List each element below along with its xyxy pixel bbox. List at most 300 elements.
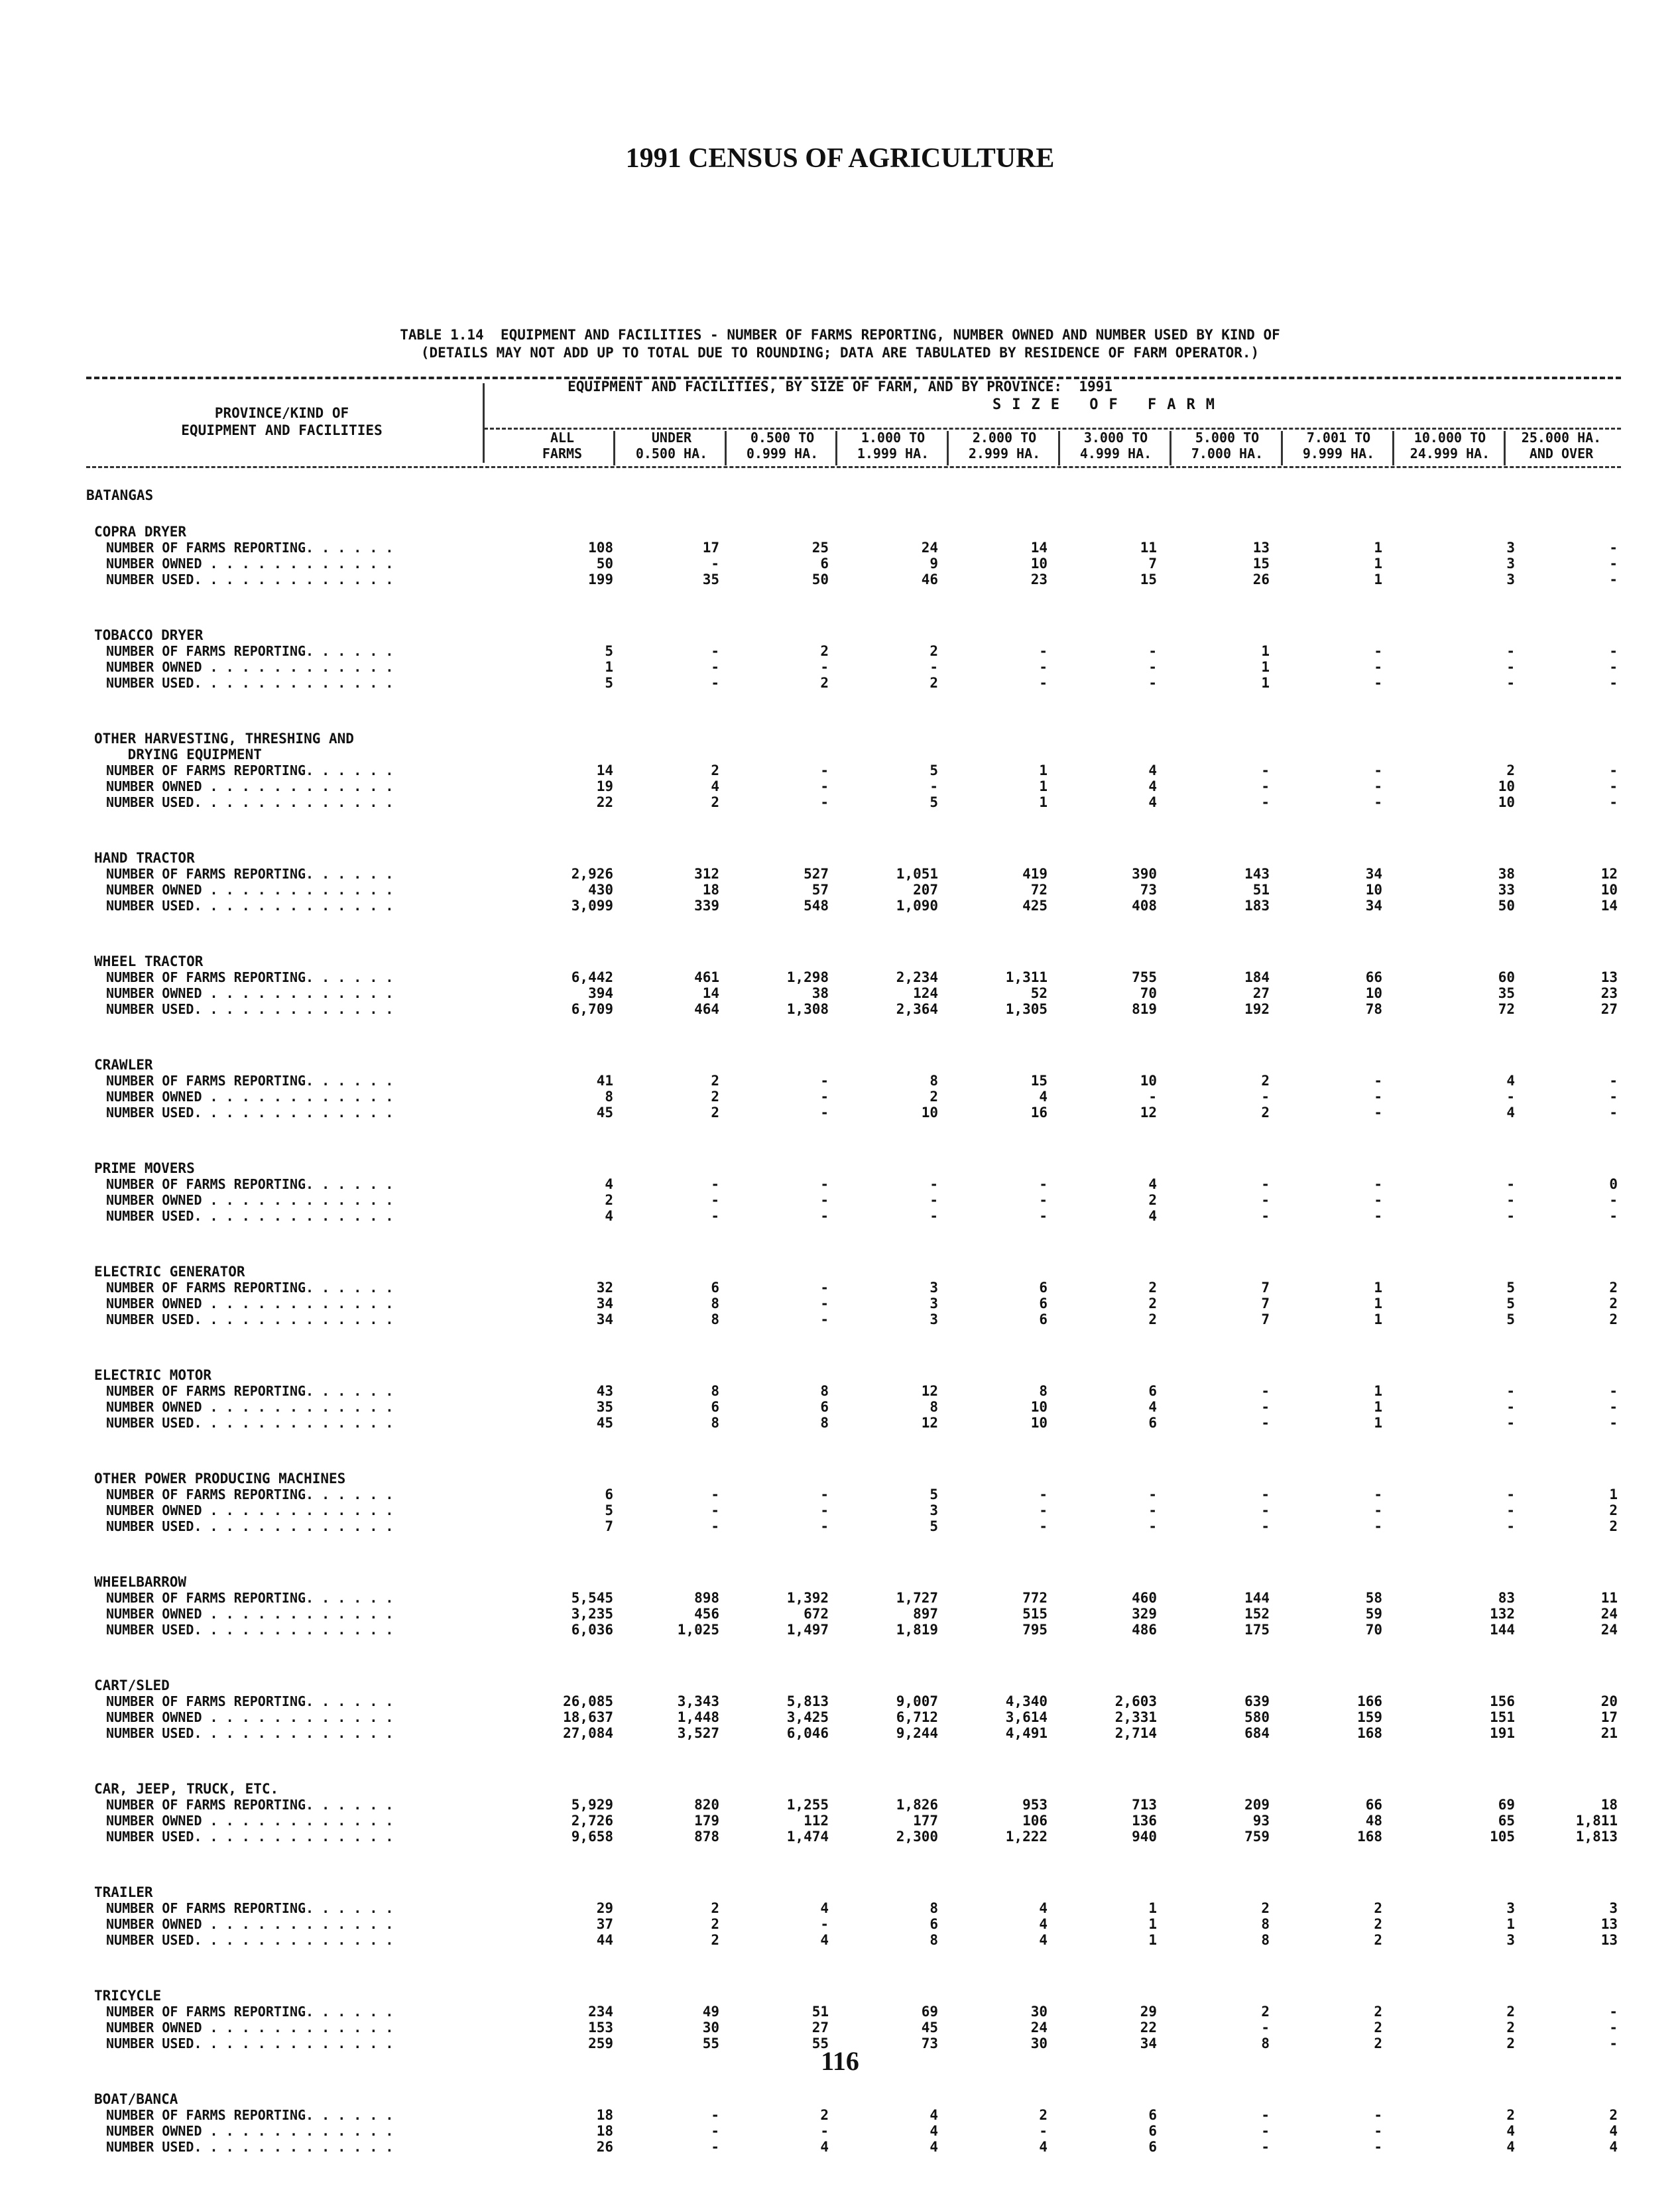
table-row [0, 1176, 1680, 1192]
province-name: BATANGAS [86, 487, 154, 503]
column-header-7: 7.001 TO 9.999 HA. [1302, 430, 1375, 461]
table-cell: 209 [1244, 1797, 1270, 1813]
table-cell: - [1374, 1105, 1382, 1121]
row-label: NUMBER OWNED . . . . . . . . . . . . [106, 659, 394, 675]
table-cell: - [820, 1192, 829, 1208]
table-cell: - [1609, 1383, 1618, 1399]
table-cell: 12 [1600, 866, 1618, 882]
table-cell: 32 [596, 1280, 613, 1296]
table-cell: 20 [1600, 1693, 1618, 1709]
table-cell: 6,709 [571, 1001, 613, 1017]
table-row [0, 2139, 1680, 2155]
table-cell: - [1039, 2123, 1048, 2139]
row-label: NUMBER OWNED . . . . . . . . . . . . [106, 1192, 394, 1208]
table-cell: 10 [1600, 882, 1618, 898]
table-cell: - [1148, 1487, 1157, 1502]
table-cell: - [820, 1280, 829, 1296]
table-cell: 175 [1244, 1622, 1270, 1638]
table-cell: 6 [1039, 1296, 1048, 1311]
table-cell: 7 [1148, 556, 1157, 572]
table-cell: 13 [1600, 1932, 1618, 1948]
table-cell: 4 [1039, 1089, 1048, 1105]
table-cell: - [820, 1518, 829, 1534]
table-cell: - [711, 1192, 719, 1208]
row-label: NUMBER USED. . . . . . . . . . . . . [106, 2036, 394, 2051]
table-cell: - [1374, 2139, 1382, 2155]
table-cell: - [820, 1208, 829, 1224]
table-cell: 34 [1365, 898, 1382, 914]
table-cell: 15 [1140, 572, 1157, 587]
table-cell: 4 [1506, 2139, 1515, 2155]
table-cell: - [1039, 1192, 1048, 1208]
table-cell: 18,637 [563, 1709, 613, 1725]
table-cell: 58 [1365, 1590, 1382, 1606]
table-cell: 192 [1244, 1001, 1270, 1017]
table-cell: 13 [1252, 540, 1270, 556]
row-label: NUMBER USED. . . . . . . . . . . . . [106, 1208, 394, 1224]
table-cell: 4 [930, 2107, 938, 2123]
table-cell: 2 [930, 643, 938, 659]
table-cell: - [1609, 1415, 1618, 1431]
table-row [0, 778, 1680, 794]
table-cell: 24 [1600, 1622, 1618, 1638]
table-cell: 3 [930, 1296, 938, 1311]
row-label: NUMBER OWNED . . . . . . . . . . . . [106, 1089, 394, 1105]
table-cell: 4 [1148, 1208, 1157, 1224]
table-cell: - [820, 659, 829, 675]
table-cell: 1,826 [896, 1797, 938, 1813]
table-row [0, 1399, 1680, 1415]
table-cell: 4 [1609, 2123, 1618, 2139]
table-cell: 755 [1132, 969, 1157, 985]
table-cell: 772 [1022, 1590, 1048, 1606]
table-cell: - [1261, 2107, 1270, 2123]
category-row [0, 1057, 1680, 1073]
table-cell: - [1506, 675, 1515, 691]
table-cell: 6 [1039, 1311, 1048, 1327]
table-cell: 7 [1261, 1311, 1270, 1327]
column-header-9: 25.000 HA. AND OVER [1521, 430, 1602, 461]
table-cell: 5 [930, 794, 938, 810]
table-cell: 6 [820, 1399, 829, 1415]
row-label: NUMBER USED. . . . . . . . . . . . . [106, 1105, 394, 1121]
table-cell: - [1506, 1518, 1515, 1534]
table-cell: - [711, 643, 719, 659]
table-cell: 898 [694, 1590, 719, 1606]
table-cell: 46 [921, 572, 938, 587]
table-cell: 6 [1148, 2107, 1157, 2123]
table-cell: - [1261, 1415, 1270, 1431]
table-cell: 9,244 [896, 1725, 938, 1741]
table-cell: 15 [1030, 1073, 1048, 1089]
row-label: NUMBER OF FARMS REPORTING. . . . . . [106, 1383, 394, 1399]
table-cell: - [1039, 1487, 1048, 1502]
table-cell: - [1506, 1176, 1515, 1192]
table-cell: 1,727 [896, 1590, 938, 1606]
header-bottom-rule [86, 466, 1621, 468]
table-cell: 159 [1357, 1709, 1382, 1725]
table-cell: 461 [694, 969, 719, 985]
row-label: NUMBER USED. . . . . . . . . . . . . [106, 1001, 394, 1017]
row-label: NUMBER OWNED . . . . . . . . . . . . [106, 1296, 394, 1311]
table-row [0, 659, 1680, 675]
table-cell: 2 [820, 643, 829, 659]
table-cell: 69 [1498, 1797, 1515, 1813]
table-row [0, 985, 1680, 1001]
table-cell: 21 [1600, 1725, 1618, 1741]
table-cell: - [1609, 778, 1618, 794]
column-header-4: 2.000 TO 2.999 HA. [968, 430, 1041, 461]
table-cell: 3 [1609, 1900, 1618, 1916]
table-cell: 464 [694, 1001, 719, 1017]
table-cell: 6,442 [571, 969, 613, 985]
table-cell: 8 [930, 1073, 938, 1089]
table-cell: 10 [1030, 1399, 1048, 1415]
table-cell: 1 [1374, 1415, 1382, 1431]
table-cell: 18 [596, 2123, 613, 2139]
category-row [0, 627, 1680, 643]
table-cell: 12 [921, 1383, 938, 1399]
table-cell: 819 [1132, 1001, 1157, 1017]
table-cell: 25 [811, 540, 829, 556]
table-cell: 183 [1244, 898, 1270, 914]
table-cell: - [1374, 1192, 1382, 1208]
table-cell: 2 [1609, 1311, 1618, 1327]
table-cell: 136 [1132, 1813, 1157, 1829]
table-cell: 4 [1148, 1176, 1157, 1192]
table-row [0, 2123, 1680, 2139]
table-cell: 1 [1374, 1280, 1382, 1296]
table-cell: - [820, 1176, 829, 1192]
table-row [0, 762, 1680, 778]
table-note: (DETAILS MAY NOT ADD UP TO TOTAL DUE TO ROUNDING; DATA ARE TABULATED BY RESIDENCE OF FARM OPERATOR.) [420, 345, 1260, 361]
table-cell: - [1506, 1399, 1515, 1415]
table-row [0, 2004, 1680, 2020]
table-cell: 419 [1022, 866, 1048, 882]
table-cell: 38 [1498, 866, 1515, 882]
table-cell: 425 [1022, 898, 1048, 914]
table-cell: 23 [1600, 985, 1618, 1001]
table-cell: 1 [1374, 1311, 1382, 1327]
table-cell: 2 [1374, 2036, 1382, 2051]
row-label: NUMBER OF FARMS REPORTING. . . . . . [106, 2004, 394, 2020]
table-cell: 8 [711, 1383, 719, 1399]
column-separator [1170, 431, 1171, 465]
table-cell: 460 [1132, 1590, 1157, 1606]
table-cell: 50 [596, 556, 613, 572]
row-label: NUMBER OF FARMS REPORTING. . . . . . [106, 1900, 394, 1916]
table-cell: 55 [811, 2036, 829, 2051]
table-cell: 30 [1030, 2004, 1048, 2020]
table-cell: 1 [1148, 1900, 1157, 1916]
table-cell: 3,343 [677, 1693, 719, 1709]
table-cell: 13 [1600, 1916, 1618, 1932]
table-row [0, 1089, 1680, 1105]
table-cell: 14 [1600, 898, 1618, 914]
table-cell: 2 [1148, 1311, 1157, 1327]
table-cell: 3 [930, 1280, 938, 1296]
table-row [0, 1518, 1680, 1534]
table-cell: 4 [1506, 1105, 1515, 1121]
table-cell: 5 [930, 762, 938, 778]
table-cell: 8 [711, 1296, 719, 1311]
table-row [0, 969, 1680, 985]
table-cell: 5,929 [571, 1797, 613, 1813]
table-cell: 7 [1261, 1280, 1270, 1296]
table-cell: 2 [605, 1192, 613, 1208]
table-cell: 4 [1148, 762, 1157, 778]
column-header-2: 0.500 TO 0.999 HA. [746, 430, 819, 461]
table-cell: 3,235 [571, 1606, 613, 1622]
category-row [0, 1367, 1680, 1383]
table-row [0, 1487, 1680, 1502]
table-cell: - [1148, 1502, 1157, 1518]
table-cell: 1 [1506, 1916, 1515, 1932]
table-cell: 9,658 [571, 1829, 613, 1845]
table-cell: - [1374, 2123, 1382, 2139]
table-cell: 26,085 [563, 1693, 613, 1709]
table-cell: 66 [1365, 969, 1382, 985]
table-cell: - [1261, 1089, 1270, 1105]
top-rule [86, 377, 1621, 379]
table-cell: 339 [694, 898, 719, 914]
row-label: NUMBER USED. . . . . . . . . . . . . [106, 1622, 394, 1638]
row-label: NUMBER OF FARMS REPORTING. . . . . . [106, 762, 394, 778]
table-row [0, 1829, 1680, 1845]
table-cell: - [1506, 1487, 1515, 1502]
table-cell: - [711, 2139, 719, 2155]
table-row [0, 1296, 1680, 1311]
table-cell: 795 [1022, 1622, 1048, 1638]
table-cell: - [1374, 1487, 1382, 1502]
table-cell: - [1374, 643, 1382, 659]
table-cell: 4 [820, 1900, 829, 1916]
table-cell: - [1506, 643, 1515, 659]
table-cell: 1 [1039, 762, 1048, 778]
table-cell: 1 [1374, 556, 1382, 572]
table-cell: 30 [702, 2020, 719, 2036]
table-cell: 55 [702, 2036, 719, 2051]
table-row [0, 1502, 1680, 1518]
table-row [0, 1709, 1680, 1725]
table-cell: - [1039, 1176, 1048, 1192]
table-cell: 2 [1148, 1296, 1157, 1311]
table-cell: - [1374, 1089, 1382, 1105]
category-label: CART/SLED [94, 1677, 170, 1693]
table-cell: 6 [930, 1916, 938, 1932]
table-cell: - [1609, 556, 1618, 572]
table-cell: 4 [1506, 1073, 1515, 1089]
table-row [0, 1916, 1680, 1932]
page-number: 116 [821, 2046, 859, 2076]
category-row [0, 1781, 1680, 1797]
table-cell: 6 [1039, 1280, 1048, 1296]
table-cell: 60 [1498, 969, 1515, 985]
row-label: NUMBER OWNED . . . . . . . . . . . . [106, 2020, 394, 2036]
row-label: NUMBER OWNED . . . . . . . . . . . . [106, 1916, 394, 1932]
table-cell: 5 [1506, 1311, 1515, 1327]
table-cell: 24 [921, 540, 938, 556]
table-cell: 4 [930, 2123, 938, 2139]
table-cell: - [1609, 643, 1618, 659]
row-label: NUMBER OF FARMS REPORTING. . . . . . [106, 1590, 394, 1606]
table-cell: 34 [1365, 866, 1382, 882]
table-cell: 8 [930, 1900, 938, 1916]
table-cell: - [1506, 1192, 1515, 1208]
table-cell: 8 [820, 1383, 829, 1399]
column-separator [1504, 431, 1506, 465]
table-row [0, 1001, 1680, 1017]
table-cell: 10 [921, 1105, 938, 1121]
table-cell: 27,084 [563, 1725, 613, 1741]
category-row [0, 1988, 1680, 2004]
table-cell: - [1609, 762, 1618, 778]
table-cell: 3 [1506, 540, 1515, 556]
table-cell: 27 [811, 2020, 829, 2036]
table-cell: 1 [605, 659, 613, 675]
table-cell: 184 [1244, 969, 1270, 985]
table-cell: - [1374, 1502, 1382, 1518]
table-row [0, 675, 1680, 691]
table-cell: 12 [921, 1415, 938, 1431]
table-cell: 1 [1039, 794, 1048, 810]
table-cell: - [820, 762, 829, 778]
table-row [0, 540, 1680, 556]
table-cell: - [711, 1487, 719, 1502]
category-label: COPRA DRYER [94, 524, 187, 540]
table-cell: 33 [1498, 882, 1515, 898]
table-cell: 2,603 [1114, 1693, 1157, 1709]
table-cell: 6 [605, 1487, 613, 1502]
table-cell: 1,051 [896, 866, 938, 882]
row-label: NUMBER OF FARMS REPORTING. . . . . . [106, 1280, 394, 1296]
table-cell: - [1039, 675, 1048, 691]
table-cell: 672 [804, 1606, 829, 1622]
size-of-farm-label: SIZE OF FARM [992, 396, 1225, 413]
table-cell: 34 [1140, 2036, 1157, 2051]
table-cell: 9,007 [896, 1693, 938, 1709]
table-cell: 940 [1132, 1829, 1157, 1845]
table-cell: 1,497 [786, 1622, 829, 1638]
table-cell: 4 [1039, 1932, 1048, 1948]
table-cell: 2 [1148, 1280, 1157, 1296]
table-cell: 878 [694, 1829, 719, 1845]
column-separator [947, 431, 949, 465]
table-cell: 9 [930, 556, 938, 572]
table-cell: - [711, 675, 719, 691]
table-cell: 953 [1022, 1797, 1048, 1813]
category-row [0, 1160, 1680, 1176]
table-cell: 1,392 [786, 1590, 829, 1606]
table-cell: 1,308 [786, 1001, 829, 1017]
table-row [0, 1606, 1680, 1622]
table-cell: 8 [711, 1415, 719, 1431]
table-cell: 8 [1261, 1916, 1270, 1932]
row-label: NUMBER USED. . . . . . . . . . . . . [106, 794, 394, 810]
table-cell: 50 [811, 572, 829, 587]
table-cell: 5 [605, 1502, 613, 1518]
table-cell: 70 [1140, 985, 1157, 1001]
table-cell: - [1609, 1208, 1618, 1224]
row-label: NUMBER OF FARMS REPORTING. . . . . . [106, 1693, 394, 1709]
table-cell: 5 [605, 643, 613, 659]
table-cell: 527 [804, 866, 829, 882]
table-cell: 1 [1261, 659, 1270, 675]
table-cell: - [1374, 1073, 1382, 1089]
table-cell: 5 [930, 1518, 938, 1534]
table-row [0, 1693, 1680, 1709]
table-cell: 2 [1609, 1280, 1618, 1296]
table-cell: 1 [1374, 1383, 1382, 1399]
table-cell: 35 [702, 572, 719, 587]
table-cell: 108 [588, 540, 613, 556]
row-label: NUMBER OF FARMS REPORTING. . . . . . [106, 540, 394, 556]
table-cell: 394 [588, 985, 613, 1001]
table-cell: 57 [811, 882, 829, 898]
table-cell: - [1374, 659, 1382, 675]
table-cell: 73 [921, 2036, 938, 2051]
table-cell: 144 [1490, 1622, 1515, 1638]
table-cell: - [1039, 643, 1048, 659]
column-header-5: 3.000 TO 4.999 HA. [1079, 430, 1152, 461]
table-cell: 3 [1506, 1900, 1515, 1916]
table-cell: - [1506, 1502, 1515, 1518]
table-title-line1: TABLE 1.14 EQUIPMENT AND FACILITIES - NUMBER OF FARMS REPORTING, NUMBER OWNED AND NUMBER USED BY KIND OF [400, 327, 1280, 343]
table-cell: 106 [1022, 1813, 1048, 1829]
table-cell: 65 [1498, 1813, 1515, 1829]
table-cell: 2 [711, 762, 719, 778]
table-row [0, 1280, 1680, 1296]
table-cell: 5 [1506, 1296, 1515, 1311]
table-row [0, 1590, 1680, 1606]
column-separator [1281, 431, 1283, 465]
table-cell: - [1039, 659, 1048, 675]
table-cell: - [820, 1502, 829, 1518]
table-cell: - [1609, 1192, 1618, 1208]
table-cell: 2 [1374, 2020, 1382, 2036]
table-cell: 72 [1498, 1001, 1515, 1017]
table-cell: - [1609, 659, 1618, 675]
table-cell: 11 [1600, 1590, 1618, 1606]
table-cell: 2 [1374, 1916, 1382, 1932]
table-cell: 179 [694, 1813, 719, 1829]
row-label: NUMBER OWNED . . . . . . . . . . . . [106, 778, 394, 794]
table-cell: 2 [930, 675, 938, 691]
table-cell: 2 [711, 794, 719, 810]
row-label: NUMBER OF FARMS REPORTING. . . . . . [106, 1487, 394, 1502]
table-cell: - [930, 778, 938, 794]
row-label: NUMBER OWNED . . . . . . . . . . . . [106, 985, 394, 1001]
table-cell: - [1506, 659, 1515, 675]
category-row [0, 1884, 1680, 1900]
table-cell: - [711, 659, 719, 675]
table-cell: 37 [596, 1916, 613, 1932]
table-cell: 456 [694, 1606, 719, 1622]
table-cell: 10 [1030, 556, 1048, 572]
table-row [0, 1311, 1680, 1327]
table-cell: 6 [1148, 1383, 1157, 1399]
table-cell: 6 [1148, 1415, 1157, 1431]
table-cell: - [1261, 2139, 1270, 2155]
table-cell: 18 [596, 2107, 613, 2123]
table-cell: - [1261, 778, 1270, 794]
table-cell: - [1374, 778, 1382, 794]
table-cell: 1 [1148, 1932, 1157, 1948]
column-header-8: 10.000 TO 24.999 HA. [1410, 430, 1490, 461]
row-label: NUMBER OWNED . . . . . . . . . . . . [106, 882, 394, 898]
table-cell: 191 [1490, 1725, 1515, 1741]
table-cell: 2 [1609, 1296, 1618, 1311]
